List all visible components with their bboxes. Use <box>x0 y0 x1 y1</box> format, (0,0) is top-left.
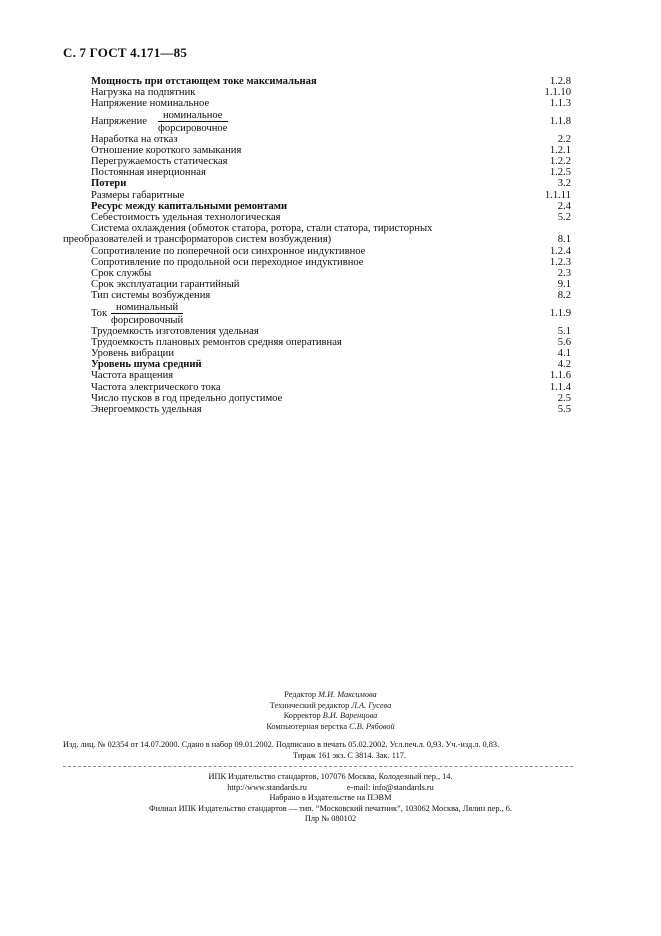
index-row <box>63 87 571 98</box>
license-number: Плр № 080102 <box>304 814 357 824</box>
index-ref: 2.5 <box>557 392 571 404</box>
index-ref: 2.3 <box>557 268 571 280</box>
index-term: Трудоемкость плановых ремонтов средняя оперативная <box>91 336 342 348</box>
index-ref: 1.1.3 <box>549 98 571 110</box>
index-row <box>63 257 571 268</box>
publication-info-line: Изд. лиц. № 02354 от 14.07.2000. Сдано в набор 09.01.2002. Подписано в печать 05.02.2002. Усл.печ.л. 0,93. Уч.-изд.л. 0,83. <box>63 740 500 749</box>
index-term: Размеры габаритные <box>91 189 185 201</box>
index-ref: 1.1.9 <box>549 307 571 319</box>
fraction-numerator: номинальный <box>111 302 183 314</box>
index-term: Трудоемкость изготовления удельная <box>91 325 259 337</box>
publisher-info <box>0 772 661 825</box>
index-term: Сопротивление по продольной оси переходное индуктивное <box>91 256 364 268</box>
index-term: Уровень шума средний <box>91 359 202 371</box>
index-term: Напряжение <box>91 115 147 127</box>
index-ref: 1.2.1 <box>549 144 571 156</box>
index-row <box>63 393 571 404</box>
index-row <box>63 290 571 301</box>
index-ref: 1.1.8 <box>549 115 571 127</box>
index-row <box>63 145 571 156</box>
index-row <box>63 76 571 87</box>
index-term: Нагрузка на подпятник <box>91 87 196 99</box>
index-ref: 5.1 <box>557 325 571 337</box>
index-row <box>63 348 571 359</box>
index-row <box>63 326 571 337</box>
index-ref: 1.2.4 <box>549 245 571 257</box>
index-term: Энергоемкость удельная <box>91 404 202 416</box>
index-row <box>63 201 571 212</box>
index-ref: 8.2 <box>557 290 571 302</box>
fraction-denominator: форсировочное <box>158 122 228 134</box>
index-ref: 1.2.2 <box>549 156 571 168</box>
index-term: Уровень вибрации <box>91 348 175 360</box>
index-row <box>63 98 571 109</box>
tech-editor-name: Л.А. Гусева <box>351 700 392 710</box>
dashed-divider <box>63 766 573 767</box>
publication-info <box>63 740 603 761</box>
fraction <box>111 302 183 326</box>
index-ref: 9.1 <box>557 279 571 291</box>
index-term: Отношение короткого замыкания <box>91 144 242 156</box>
index-row <box>63 156 571 167</box>
index-row <box>63 279 571 290</box>
index-row <box>63 382 571 393</box>
subject-index <box>63 76 571 415</box>
index-row <box>63 246 571 257</box>
index-term: Частота электрического тока <box>91 381 221 393</box>
index-row <box>63 404 571 415</box>
index-ref: 2.2 <box>557 133 571 145</box>
index-row <box>63 134 571 145</box>
index-ref: 5.6 <box>557 336 571 348</box>
index-term: Потери <box>91 178 127 190</box>
index-ref: 1.1.10 <box>544 87 571 99</box>
index-ref: 1.1.11 <box>544 189 571 201</box>
index-term: Мощность при отстающем токе максимальная <box>91 76 317 87</box>
index-term: Себестоимость удельная технологическая <box>91 212 281 224</box>
printer-branch: Филиал ИПК Издательство стандартов — тип. “Московский печатник”, 103062 Москва, Лялин пер., 6. <box>149 803 512 813</box>
typeset-note: Набрано в Издательстве на ПЭВМ <box>269 793 392 803</box>
layout-role: Компьютерная верстка <box>266 721 348 731</box>
index-term: Срок эксплуатации гарантийный <box>91 279 240 291</box>
publisher-contacts <box>0 783 661 794</box>
index-term: Срок службы <box>91 268 152 280</box>
index-term: Напряжение номинальное <box>91 98 210 110</box>
index-ref: 8.1 <box>557 234 571 246</box>
email-text[interactable]: e-mail: info@standards.ru <box>346 782 434 792</box>
index-ref: 1.2.3 <box>549 256 571 268</box>
editor-name: М.И. Максимова <box>318 690 377 699</box>
fraction-numerator: номинальное <box>158 110 228 122</box>
index-row-fraction <box>63 110 571 134</box>
index-ref: 1.1.4 <box>549 381 571 393</box>
index-term: Перегружаемость статическая <box>91 156 228 168</box>
print-run-line: Тираж 161 экз. С 3814. Зак. 117. <box>293 750 406 760</box>
corrector-name: В.И. Варенцова <box>322 711 378 720</box>
index-ref: 4.2 <box>557 359 571 371</box>
index-row-wrapped <box>63 223 571 245</box>
index-ref: 3.2 <box>557 178 571 190</box>
imprint-credits <box>0 690 661 732</box>
index-ref: 4.1 <box>557 348 571 360</box>
tech-editor-line <box>0 701 661 712</box>
index-row <box>63 167 571 178</box>
index-row <box>63 337 571 348</box>
index-row <box>63 178 571 189</box>
index-row <box>63 370 571 381</box>
editor-line <box>0 690 661 701</box>
index-term: Ток <box>91 307 108 319</box>
index-ref: 2.4 <box>557 200 571 212</box>
index-ref: 1.2.8 <box>549 76 571 87</box>
index-term-line: преобразователей и трансформаторов систем возбуждения) <box>63 234 332 246</box>
index-ref: 1.2.5 <box>549 167 571 179</box>
index-term: Тип системы возбуждения <box>91 290 211 302</box>
index-row <box>63 268 571 279</box>
index-term: Частота вращения <box>91 370 174 382</box>
website-link[interactable]: http://www.standards.ru <box>227 782 307 792</box>
index-ref: 5.5 <box>557 404 571 416</box>
index-ref: 1.1.6 <box>549 370 571 382</box>
fraction-denominator: форсировочный <box>111 314 184 326</box>
index-term: Ресурс между капитальными ремонтами <box>91 200 288 212</box>
index-term: Постоянная инерционная <box>91 167 206 179</box>
index-term: Сопротивление по поперечной оси синхронное индуктивное <box>91 245 366 257</box>
index-row <box>63 190 571 201</box>
editor-role: Редактор <box>284 690 317 699</box>
index-term: Число пусков в год предельно допустимое <box>91 392 283 404</box>
corrector-role: Корректор <box>283 711 321 720</box>
index-ref: 5.2 <box>557 212 571 224</box>
layout-name: С.В. Рябовой <box>349 721 395 731</box>
layout-line <box>0 722 661 733</box>
index-row-fraction <box>63 302 571 326</box>
fraction <box>158 110 228 134</box>
corrector-line <box>0 711 661 722</box>
page-header: С. 7 ГОСТ 4.171—85 <box>63 45 188 60</box>
tech-editor-role: Технический редактор <box>269 700 350 710</box>
index-term: Наработка на отказ <box>91 133 178 145</box>
publisher-address: ИПК Издательство стандартов, 107076 Москва, Колодезный пер., 14. <box>208 772 453 781</box>
index-row <box>63 359 571 370</box>
index-row <box>63 212 571 223</box>
index-term-line: Система охлаждения (обмоток статора, ротора, стали статора, тиристорных <box>91 223 433 235</box>
